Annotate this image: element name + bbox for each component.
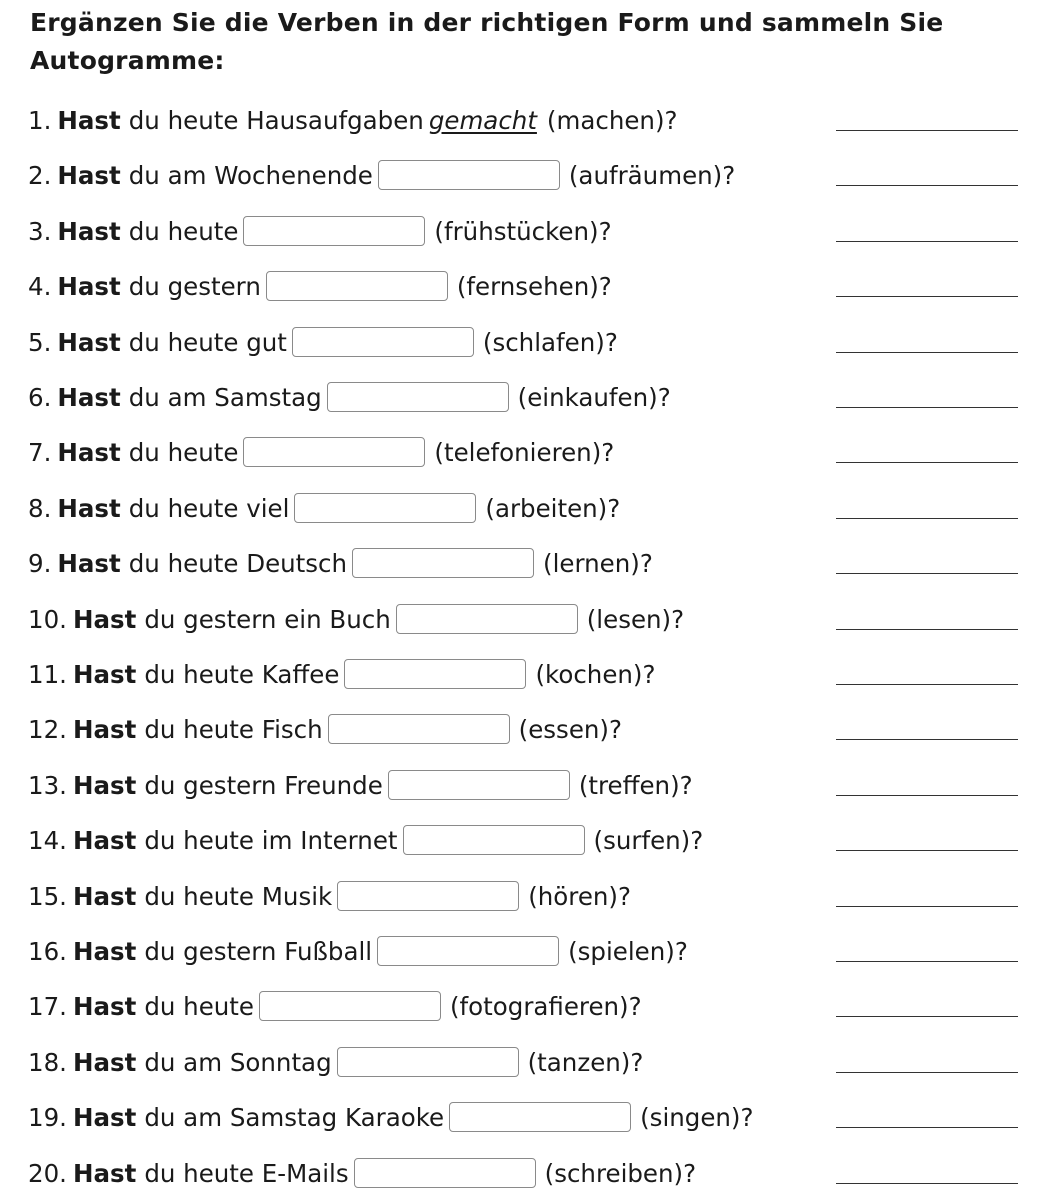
item-number: 3. bbox=[28, 216, 52, 246]
item-number: 18. bbox=[28, 1047, 67, 1077]
item-infinitive-hint: (singen)? bbox=[640, 1102, 754, 1132]
item-infinitive-hint: (essen)? bbox=[518, 714, 622, 744]
item-question-text: du heute Kaffee bbox=[144, 659, 340, 689]
autograph-line[interactable] bbox=[836, 518, 1018, 519]
exercise-row bbox=[28, 878, 1053, 914]
item-number: 9. bbox=[28, 548, 52, 578]
exercise-row bbox=[28, 822, 1053, 858]
item-auxiliary: Hast bbox=[57, 437, 121, 467]
exercise-row bbox=[28, 1099, 1053, 1135]
item-number: 13. bbox=[28, 770, 67, 800]
item-question-text: du heute Deutsch bbox=[128, 548, 348, 578]
answer-input[interactable] bbox=[378, 160, 560, 190]
item-infinitive-hint: (hören)? bbox=[528, 881, 631, 911]
exercise-row bbox=[28, 1155, 1053, 1191]
autograph-line[interactable] bbox=[836, 1072, 1018, 1073]
item-question-text: du heute viel bbox=[128, 493, 290, 523]
autograph-line[interactable] bbox=[836, 906, 1018, 907]
item-number: 10. bbox=[28, 604, 67, 634]
item-question-text: du gestern Freunde bbox=[144, 770, 383, 800]
item-number: 17. bbox=[28, 991, 67, 1021]
item-infinitive-hint: (lesen)? bbox=[586, 604, 685, 634]
exercise-row bbox=[28, 988, 1053, 1024]
item-infinitive-hint: (surfen)? bbox=[593, 825, 704, 855]
autograph-line[interactable] bbox=[836, 185, 1018, 186]
item-question-text: du gestern ein Buch bbox=[144, 604, 391, 634]
item-number: 16. bbox=[28, 936, 67, 966]
answer-input[interactable] bbox=[344, 659, 526, 689]
item-question-text: du heute Hausaufgaben bbox=[128, 105, 424, 135]
answer-input[interactable] bbox=[259, 991, 441, 1021]
autograph-line[interactable] bbox=[836, 296, 1018, 297]
exercise-row bbox=[28, 1044, 1053, 1080]
autograph-line[interactable] bbox=[836, 130, 1018, 131]
item-number: 11. bbox=[28, 659, 67, 689]
item-infinitive-hint: (einkaufen)? bbox=[517, 382, 671, 412]
item-infinitive-hint: (schlafen)? bbox=[482, 327, 618, 357]
item-auxiliary: Hast bbox=[57, 382, 121, 412]
answer-input[interactable] bbox=[377, 936, 559, 966]
autograph-line[interactable] bbox=[836, 684, 1018, 685]
answer-input[interactable] bbox=[266, 271, 448, 301]
exercise-row bbox=[28, 379, 1053, 415]
item-number: 1. bbox=[28, 105, 52, 135]
item-number: 15. bbox=[28, 881, 67, 911]
item-number: 20. bbox=[28, 1158, 67, 1188]
answer-input[interactable] bbox=[292, 327, 474, 357]
item-number: 19. bbox=[28, 1102, 67, 1132]
exercise-row bbox=[28, 324, 1053, 360]
answer-input[interactable] bbox=[294, 493, 476, 523]
exercise-row bbox=[28, 601, 1053, 637]
answer-input[interactable] bbox=[337, 1047, 519, 1077]
answer-input[interactable] bbox=[354, 1158, 536, 1188]
item-infinitive-hint: (machen)? bbox=[546, 105, 678, 135]
exercise-row bbox=[28, 711, 1053, 747]
item-infinitive-hint: (aufräumen)? bbox=[568, 160, 736, 190]
item-auxiliary: Hast bbox=[57, 271, 121, 301]
item-number: 7. bbox=[28, 437, 52, 467]
item-auxiliary: Hast bbox=[57, 493, 121, 523]
item-auxiliary: Hast bbox=[57, 327, 121, 357]
item-number: 5. bbox=[28, 327, 52, 357]
item-infinitive-hint: (fernsehen)? bbox=[456, 271, 612, 301]
item-infinitive-hint: (lernen)? bbox=[543, 548, 653, 578]
autograph-line[interactable] bbox=[836, 795, 1018, 796]
item-question-text: du heute E-Mails bbox=[144, 1158, 349, 1188]
item-question-text: du am Wochenende bbox=[128, 160, 373, 190]
exercise-row bbox=[28, 102, 1053, 138]
autograph-line[interactable] bbox=[836, 850, 1018, 851]
exercise-row bbox=[28, 933, 1053, 969]
item-auxiliary: Hast bbox=[72, 714, 137, 744]
answer-input[interactable] bbox=[328, 714, 510, 744]
item-auxiliary: Hast bbox=[72, 1102, 137, 1132]
item-number: 4. bbox=[28, 271, 52, 301]
autograph-line[interactable] bbox=[836, 1127, 1018, 1128]
item-number: 6. bbox=[28, 382, 52, 412]
item-infinitive-hint: (kochen)? bbox=[535, 659, 656, 689]
item-question-text: du am Samstag Karaoke bbox=[144, 1102, 445, 1132]
item-auxiliary: Hast bbox=[72, 825, 137, 855]
item-infinitive-hint: (frühstücken)? bbox=[434, 216, 612, 246]
exercise-row bbox=[28, 767, 1053, 803]
item-auxiliary: Hast bbox=[72, 991, 137, 1021]
item-auxiliary: Hast bbox=[57, 160, 121, 190]
answer-input[interactable] bbox=[388, 770, 570, 800]
autograph-line[interactable] bbox=[836, 573, 1018, 574]
item-question-text: du heute bbox=[128, 437, 239, 467]
answer-input[interactable] bbox=[403, 825, 585, 855]
autograph-line[interactable] bbox=[836, 352, 1018, 353]
worksheet-title: Ergänzen Sie die Verben in der richtigen Form und sammeln Sie Autogramme: bbox=[30, 8, 944, 75]
autograph-line[interactable] bbox=[836, 739, 1018, 740]
item-question-text: du heute Musik bbox=[144, 881, 333, 911]
answer-input[interactable] bbox=[243, 437, 425, 467]
autograph-line[interactable] bbox=[836, 1183, 1018, 1184]
item-infinitive-hint: (schreiben)? bbox=[544, 1158, 697, 1188]
item-auxiliary: Hast bbox=[72, 1047, 137, 1077]
item-number: 12. bbox=[28, 714, 67, 744]
item-infinitive-hint: (arbeiten)? bbox=[485, 493, 621, 523]
item-question-text: du heute im Internet bbox=[144, 825, 398, 855]
item-auxiliary: Hast bbox=[72, 604, 137, 634]
item-question-text: du gestern Fußball bbox=[144, 936, 373, 966]
item-question-text: du heute Fisch bbox=[144, 714, 323, 744]
item-infinitive-hint: (telefonieren)? bbox=[434, 437, 615, 467]
item-auxiliary: Hast bbox=[72, 881, 137, 911]
autograph-line[interactable] bbox=[836, 1016, 1018, 1017]
item-question-text: du gestern bbox=[128, 271, 261, 301]
item-auxiliary: Hast bbox=[72, 770, 137, 800]
item-auxiliary: Hast bbox=[57, 216, 121, 246]
item-infinitive-hint: (treffen)? bbox=[578, 770, 693, 800]
exercise-row bbox=[28, 434, 1053, 470]
exercise-row bbox=[28, 490, 1053, 526]
item-auxiliary: Hast bbox=[57, 105, 121, 135]
autograph-line[interactable] bbox=[836, 241, 1018, 242]
exercise-row bbox=[28, 157, 1053, 193]
item-infinitive-hint: (fotografieren)? bbox=[450, 991, 642, 1021]
item-question-text: du am Sonntag bbox=[144, 1047, 332, 1077]
answer-input[interactable] bbox=[327, 382, 509, 412]
answer-input[interactable] bbox=[243, 216, 425, 246]
item-question-text: du heute gut bbox=[128, 327, 287, 357]
item-number: 14. bbox=[28, 825, 67, 855]
item-number: 8. bbox=[28, 493, 52, 523]
exercise-row bbox=[28, 213, 1053, 249]
exercise-row bbox=[28, 656, 1053, 692]
exercise-row bbox=[28, 268, 1053, 304]
answer-input[interactable] bbox=[396, 604, 578, 634]
item-infinitive-hint: (tanzen)? bbox=[527, 1047, 644, 1077]
item-auxiliary: Hast bbox=[72, 936, 137, 966]
item-auxiliary: Hast bbox=[57, 548, 121, 578]
autograph-line[interactable] bbox=[836, 629, 1018, 630]
answer-input[interactable] bbox=[352, 548, 534, 578]
item-number: 2. bbox=[28, 160, 52, 190]
item-question-text: du heute bbox=[144, 991, 254, 1021]
autograph-line[interactable] bbox=[836, 462, 1018, 463]
autograph-line[interactable] bbox=[836, 961, 1018, 962]
answer-input[interactable] bbox=[337, 881, 519, 911]
exercise-row bbox=[28, 545, 1053, 581]
example-answer: gemacht bbox=[428, 105, 537, 135]
item-infinitive-hint: (spielen)? bbox=[568, 936, 688, 966]
autograph-line[interactable] bbox=[836, 407, 1018, 408]
answer-input[interactable] bbox=[449, 1102, 631, 1132]
item-question-text: du heute bbox=[128, 216, 239, 246]
item-auxiliary: Hast bbox=[72, 1158, 137, 1188]
item-question-text: du am Samstag bbox=[128, 382, 322, 412]
item-auxiliary: Hast bbox=[72, 659, 137, 689]
